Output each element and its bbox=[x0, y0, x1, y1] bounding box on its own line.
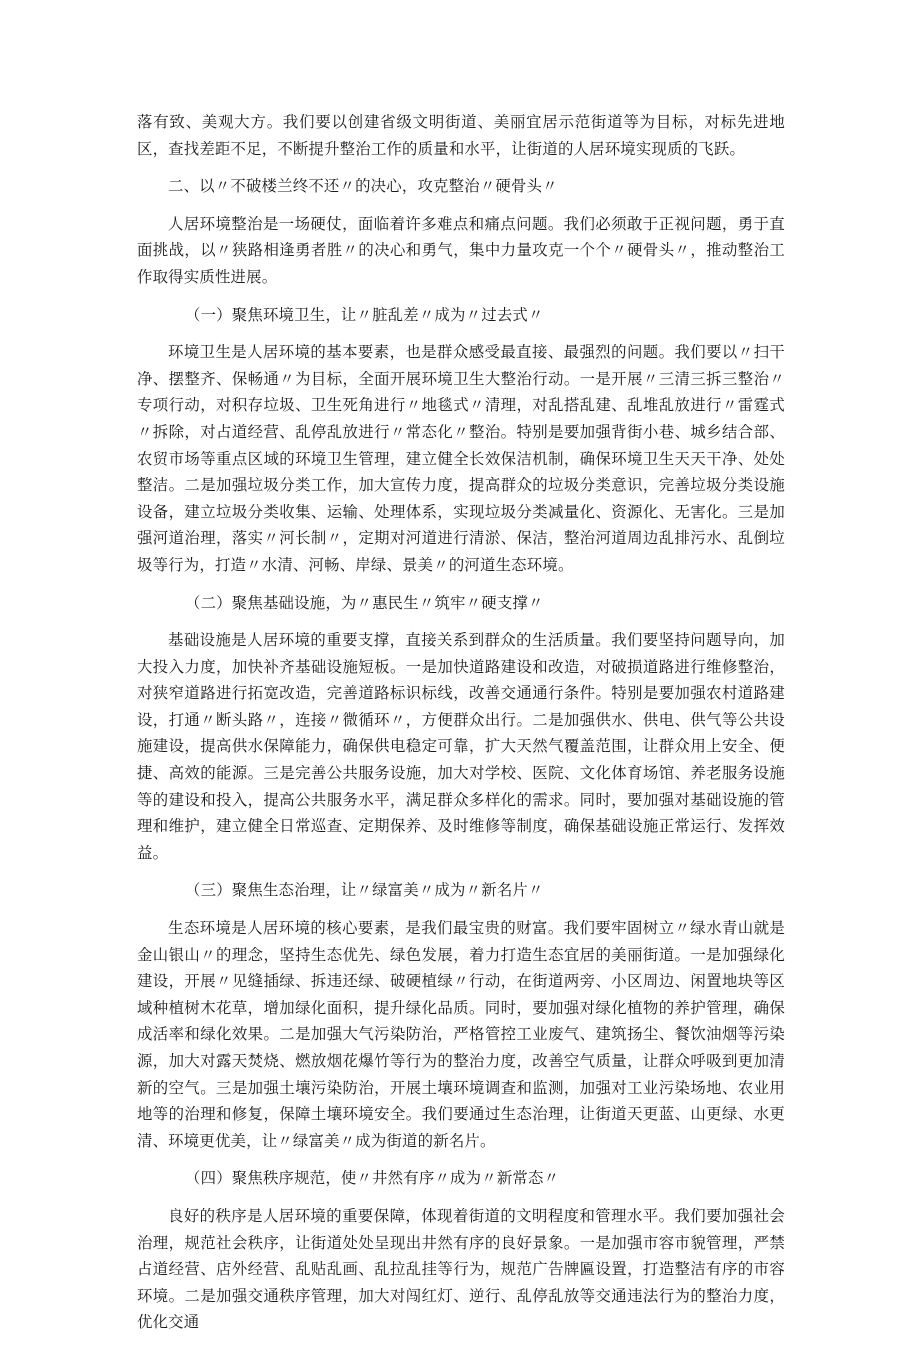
paragraph-environment-hygiene: 环境卫生是人居环境的基本要素，也是群众感受最直接、最强烈的问题。我们要以〃扫干净、摆整齐、保畅通〃为目标，全面开展环境卫生大整治行动。一是开展〃三清三拆三整治〃专项行动，对积存垃圾、卫生死角进行〃地毯式〃清理，对乱搭乱建、乱堆乱放进行〃雷霆式〃拆除，对占道经营、乱停乱放进行〃常态化〃整治。特别是要加强背街小巷、城乡结合部、农贸市场等重点区域的环境卫生管理，建立健全长效保洁机制，确保环境卫生天天干净、处处整洁。二是加强垃圾分类工作，加大宣传力度，提高群众的垃圾分类意识，完善垃圾分类设施设备，建立垃圾分类收集、运输、处理体系，实现垃圾分类减量化、资源化、无害化。三是加强河道治理，落实〃河长制〃，定期对河道进行清淤、保洁，整治河道周边乱排污水、乱倒垃圾等行为，打造〃水清、河畅、岸绿、景美〃的河道生态环境。 bbox=[137, 343, 785, 574]
subheading-infrastructure: （二）聚焦基础设施，为〃惠民生〃筑牢〃硬支撑〃 bbox=[185, 593, 544, 612]
paragraph-infrastructure: 基础设施是人居环境的重要支撑，直接关系到群众的生活质量。我们要坚持问题导向，加大投入力度，加快补齐基础设施短板。一是加快道路建设和改造，对破损道路进行维修整治，对狭窄道路进行拓宽改造，完善道路标识标线，改善交通通行条件。特别是要加强农村道路建设，打通〃断头路〃，连接〃微循环〃，方便群众出行。二是加强供水、供电、供气等公共设施建设，提高供水保障能力，确保供电稳定可靠，扩大天然气覆盖范围，让群众用上安全、便捷、高效的能源。三是完善公共服务设施，加大对学校、医院、文化体育场馆、养老服务设施等的建设和投入，提高公共服务水平，满足群众多样化的需求。同时，要加强对基础设施的管理和维护，建立健全日常巡查、定期保养、及时维修等制度，确保基础设施正常运行、发挥效益。 bbox=[137, 631, 785, 862]
subheading-ecological-governance: （三）聚焦生态治理，让〃绿富美〃成为〃新名片〃 bbox=[185, 881, 544, 900]
paragraph-intro-continuation: 落有致、美观大方。我们要以创建省级文明街道、美丽宜居示范街道等为目标，对标先进地区，查找差距不足，不断提升整治工作的质量和水平，让街道的人居环境实现质的飞跃。 bbox=[137, 113, 785, 158]
document-page bbox=[137, 109, 785, 1347]
subheading-environment-hygiene: （一）聚焦环境卫生，让〃脏乱差〃成为〃过去式〃 bbox=[185, 305, 544, 324]
paragraph-ecological-governance: 生态环境是人居环境的核心要素，是我们最宝贵的财富。我们要牢固树立〃绿水青山就是金山银山〃的理念，坚持生态优先、绿色发展，着力打造生态宜居的美丽街道。一是加强绿化建设，开展〃见缝插绿、拆违还绿、破硬植绿〃行动，在街道两旁、小区周边、闲置地块等区域种植树木花草，增加绿化面积，提升绿化品质。同时，要加强对绿化植物的养护管理，确保成活率和绿化效果。二是加强大气污染防治，严格管控工业废气、建筑扬尘、餐饮油烟等污染源，加大对露天焚烧、燃放烟花爆竹等行为的整治力度，改善空气质量，让群众呼吸到更加清新的空气。三是加强土壤污染防治，开展土壤环境调查和监测，加强对工业污染场地、农业用地等的治理和修复，保障土壤环境安全。我们要通过生态治理，让街道天更蓝、山更绿、水更清、环境更优美，让〃绿富美〃成为街道的新名片。 bbox=[137, 919, 785, 1150]
paragraph-order-regulation: 良好的秩序是人居环境的重要保障，体现着街道的文明程度和管理水平。我们要加强社会治理，规范社会秩序，让街道处处呈现出井然有序的良好景象。一是加强市容市貌管理，严禁占道经营、店外经营、乱贴乱画、乱拉乱挂等行为，规范广告牌匾设置，打造整洁有序的市容环境。二是加强交通秩序管理，加大对闯红灯、逆行、乱停乱放等交通违法行为的整治力度，优化交通 bbox=[137, 1206, 785, 1332]
subheading-order-regulation: （四）聚焦秩序规范，使〃井然有序〃成为〃新常态〃 bbox=[185, 1169, 560, 1188]
section-heading-2: 二、以〃不破楼兰终不还〃的决心，攻克整治〃硬骨头〃 bbox=[168, 177, 558, 196]
paragraph-section-2-intro: 人居环境整治是一场硬仗，面临着许多难点和痛点问题。我们必须敢于正视问题，勇于直面挑战，以〃狭路相逢勇者胜〃的决心和勇气，集中力量攻克一个个〃硬骨头〃，推动整治工作取得实质性进展。 bbox=[137, 214, 785, 286]
